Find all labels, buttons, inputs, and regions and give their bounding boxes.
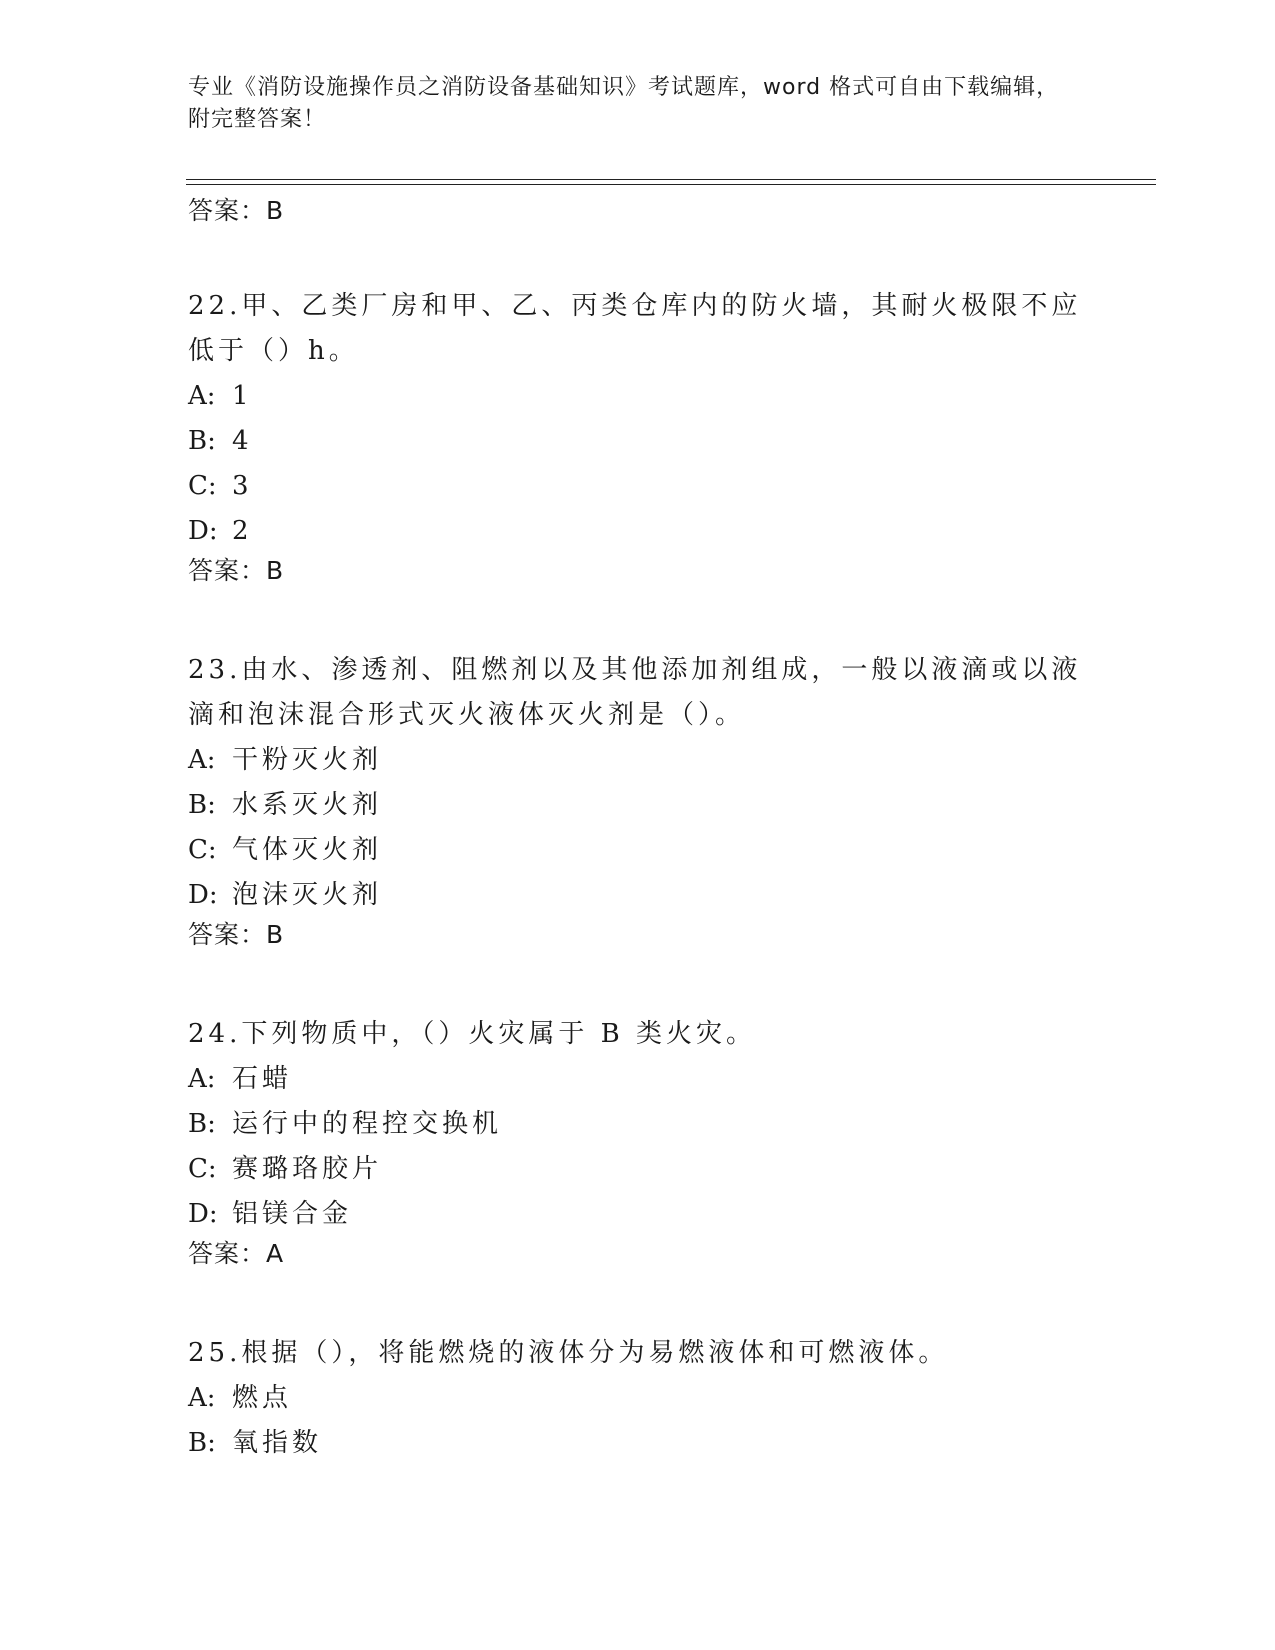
question-23 [188,648,1088,964]
option-text: 干粉灭火剂 [232,745,383,775]
option-d [188,509,1088,554]
header-rule-top [186,179,1156,180]
option-text: 2 [232,516,253,546]
option-text: 石蜡 [232,1064,293,1094]
option-d [188,873,1088,918]
option-label: A: [188,381,216,411]
option-text: 泡沫灭火剂 [232,880,383,910]
option-a [188,374,1088,419]
option-text: 铝镁合金 [232,1199,353,1229]
option-label: D: [188,1199,218,1229]
option-c [188,1147,1088,1192]
option-d [188,1192,1088,1237]
question-stem: 24.下列物质中，（）火灾属于 B 类火灾。 [188,1019,756,1049]
question-answer: 答案：A [188,1239,285,1268]
question-spacer [188,964,1088,1012]
header-rule-bottom [186,184,1156,185]
option-text: 3 [232,471,253,501]
option-a [188,1057,1088,1102]
option-text: 气体灭火剂 [232,835,383,865]
option-text: 运行中的程控交换机 [232,1109,503,1139]
previous-answer: 答案：B [188,196,285,225]
option-a [188,1376,1088,1421]
option-text: 燃点 [232,1383,293,1413]
question-stem: 25.根据（），将能燃烧的液体分为易燃液体和可燃液体。 [188,1338,949,1368]
option-label: A: [188,745,216,775]
option-label: B: [188,1428,216,1458]
question-spacer [188,1283,1088,1331]
question-answer: 答案：B [188,920,285,949]
question-25 [188,1331,1088,1466]
question-stem: 23.由水、渗透剂、阻燃剂以及其他添加剂组成，一般以液滴或以液滴和泡沫混合形式灭火液体灭火剂是（）。 [188,655,1082,730]
option-b [188,1102,1088,1147]
option-text: 氧指数 [232,1428,323,1458]
option-label: B: [188,426,216,456]
option-b [188,1421,1088,1466]
question-answer: 答案：B [188,556,285,585]
option-label: A: [188,1064,216,1094]
option-label: D: [188,880,218,910]
option-text: 水系灭火剂 [232,790,383,820]
question-list [188,194,1088,1466]
option-label: D: [188,516,218,546]
question-stem: 22.甲、乙类厂房和甲、乙、丙类仓库内的防火墙，其耐火极限不应低于（）h。 [188,291,1082,366]
option-c [188,828,1088,873]
option-text: 1 [232,381,253,411]
option-text: 赛璐珞胶片 [232,1154,383,1184]
option-b [188,419,1088,464]
option-label: C: [188,1154,217,1184]
option-text: 4 [232,426,253,456]
question-24 [188,1012,1088,1283]
option-label: B: [188,790,216,820]
question-22 [188,284,1088,600]
option-b [188,783,1088,828]
document-header: 专业《消防设施操作员之消防设备基础知识》考试题库，word 格式可自由下载编辑，附完整答案！ [188,75,1060,132]
option-label: A: [188,1383,216,1413]
option-c [188,464,1088,509]
question-spacer [188,600,1088,648]
option-label: C: [188,835,217,865]
option-label: B: [188,1109,216,1139]
option-label: C: [188,471,217,501]
option-a [188,738,1088,783]
